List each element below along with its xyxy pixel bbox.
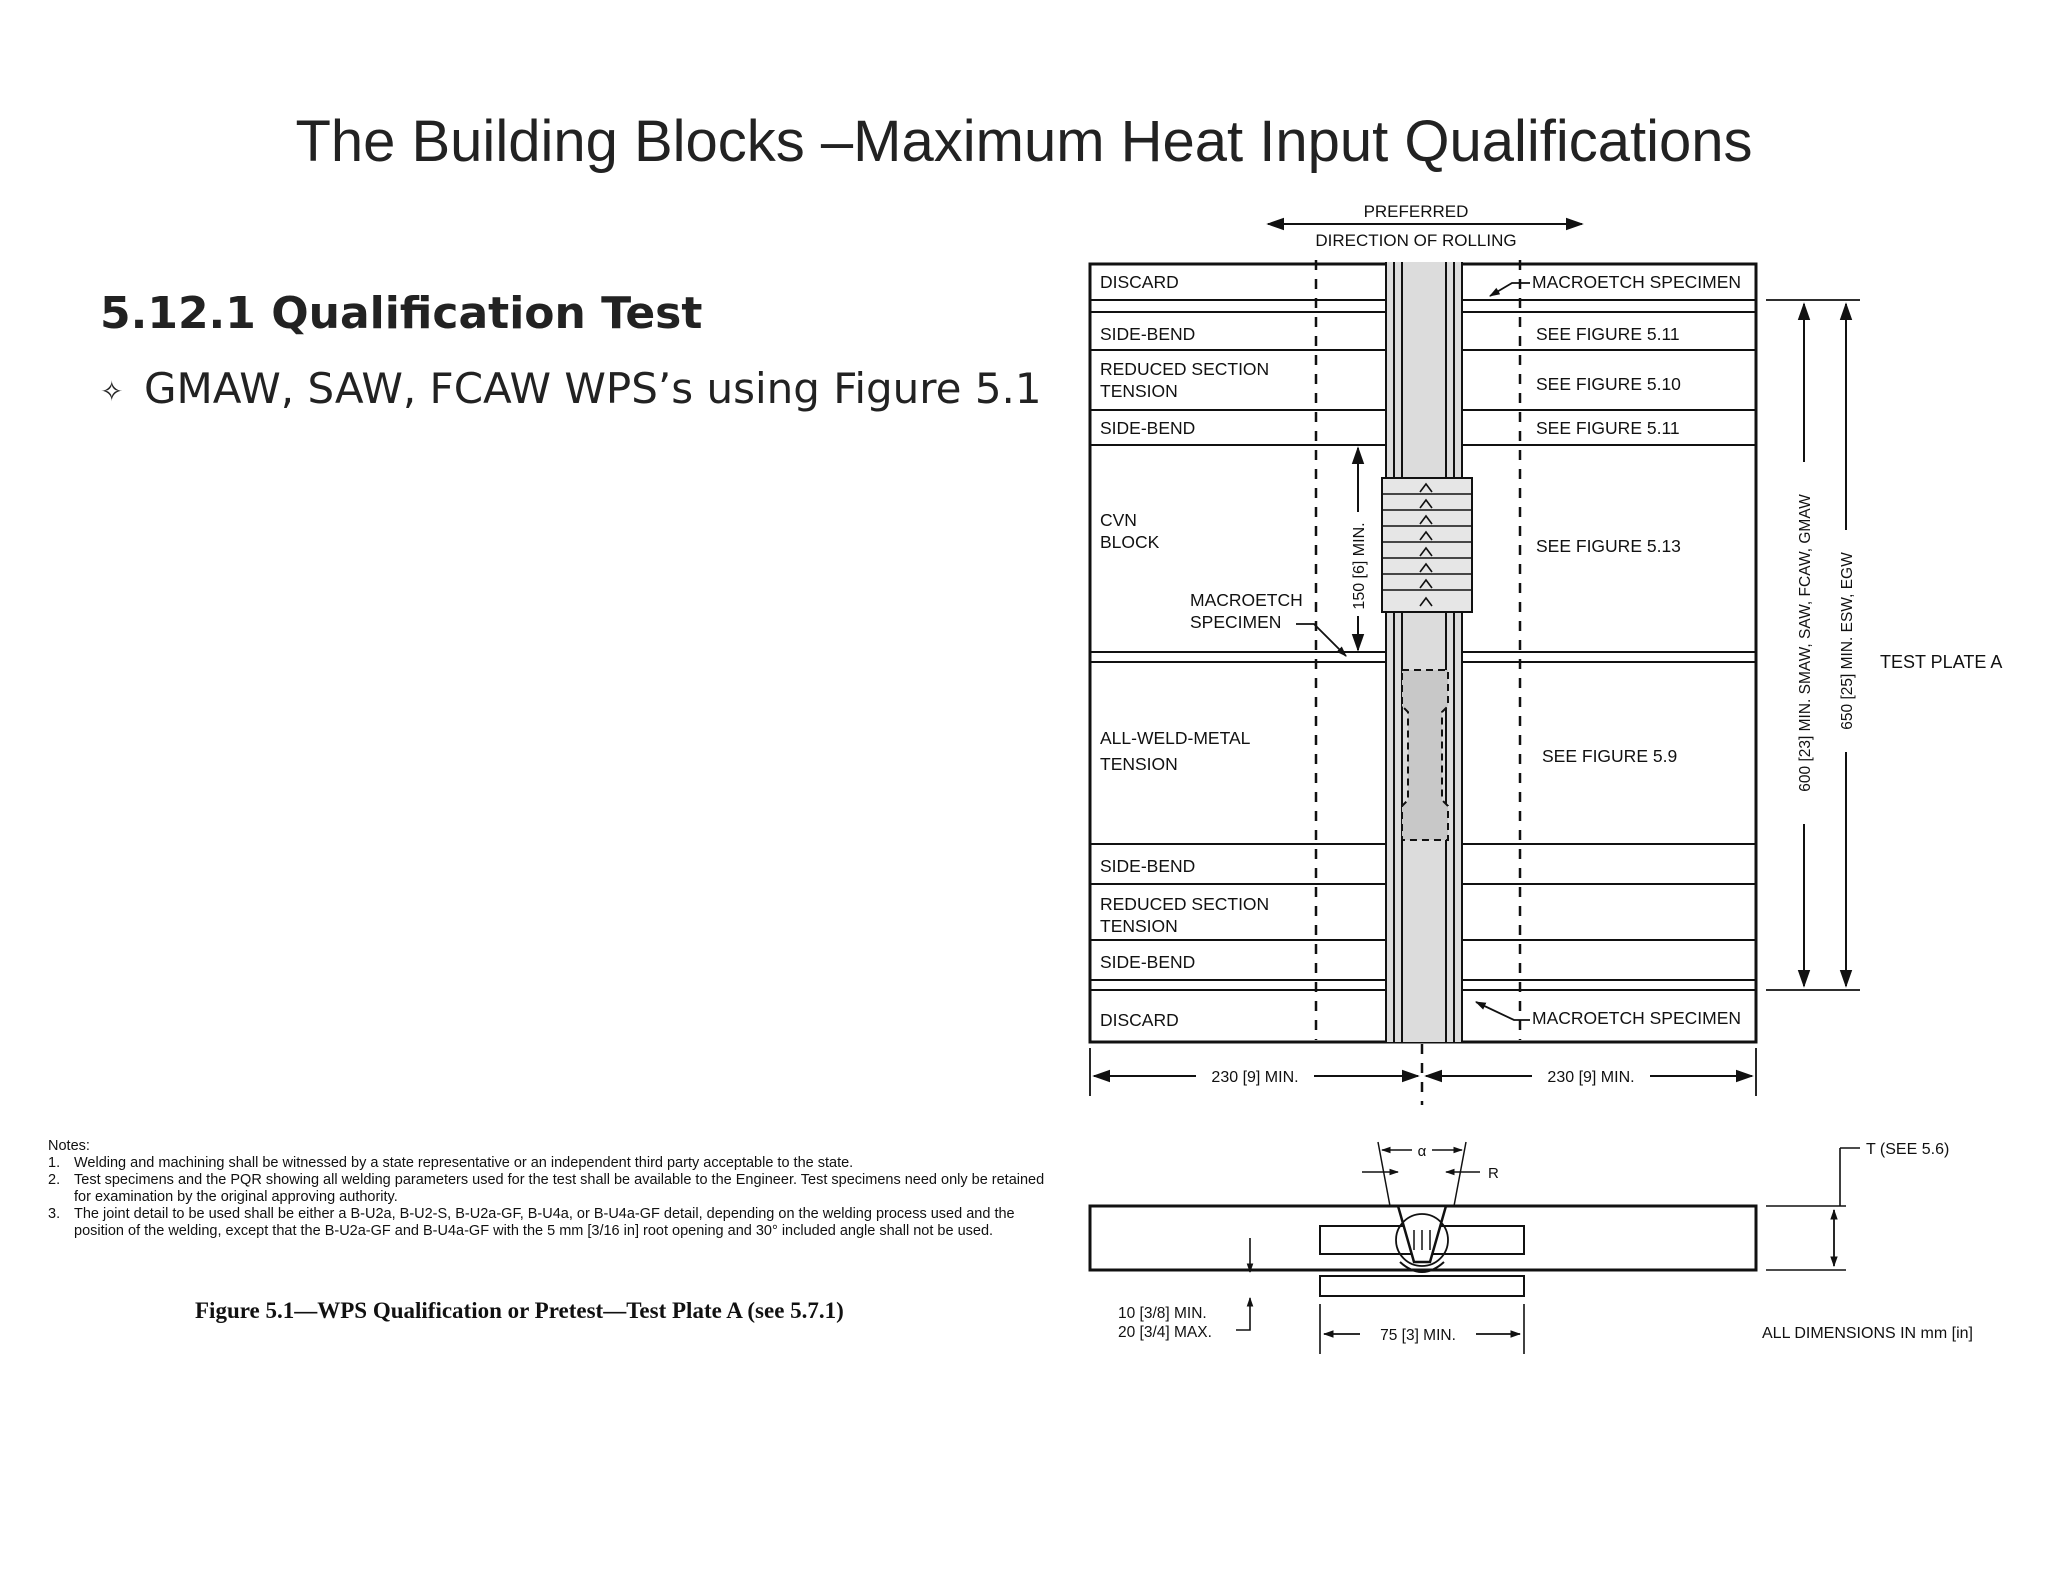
ref-fig-513: SEE FIGURE 5.13 xyxy=(1536,536,1681,556)
row-side-bend-4: SIDE-BEND xyxy=(1100,952,1196,972)
width-left-label: 230 [9] MIN. xyxy=(1211,1069,1299,1086)
ref-fig-59: SEE FIGURE 5.9 xyxy=(1542,746,1678,766)
note-number: 2. xyxy=(48,1172,61,1188)
notes-heading: Notes: xyxy=(48,1138,90,1154)
note-text: Welding and machining shall be witnessed by a state representative or an independent third party acceptable to the state. xyxy=(74,1155,854,1171)
section-heading: 5.12.1 Qualification Test xyxy=(100,288,703,339)
row-discard-top: DISCARD xyxy=(1100,272,1179,292)
length-650-label: 650 [25] MIN. ESW, EGW xyxy=(1839,552,1856,730)
slide-title: The Building Blocks –Maximum Heat Input Qualifications xyxy=(295,109,1753,174)
ref-fig-510: SEE FIGURE 5.10 xyxy=(1536,374,1681,394)
ref-macro-bottom: MACROETCH SPECIMEN xyxy=(1532,1008,1742,1028)
row-reduced-1a: REDUCED SECTION xyxy=(1100,359,1270,379)
units-note: ALL DIMENSIONS IN mm [in] xyxy=(1762,1325,1973,1342)
diamond-bullet-icon: ✧ xyxy=(100,375,124,408)
macroetch-bottom-leader xyxy=(1476,1002,1530,1020)
bullet-text: GMAW, SAW, FCAW WPS’s using Figure 5.1 xyxy=(144,364,1042,413)
note-text: The joint detail to be used shall be either a B-U2a, B-U2-S, B-U2a-GF, B-U4a, or B-U4a-GF detail, depending on the welding process used and the position of the welding, except that the B-U2a-GF and B-U4a-GF with the 5 mm [3/16 in] root opening and 30° included angle shall not be used. xyxy=(74,1206,1015,1239)
ref-fig-511-a: SEE FIGURE 5.11 xyxy=(1536,324,1680,344)
tension-specimen xyxy=(1402,670,1448,840)
row-allweld-b: TENSION xyxy=(1100,754,1178,774)
length-600-label: 600 [23] MIN. SMAW, SAW, FCAW, GMAW xyxy=(1797,494,1814,792)
row-side-bend-2: SIDE-BEND xyxy=(1100,418,1196,438)
row-side-bend-3: SIDE-BEND xyxy=(1100,856,1196,876)
ref-fig-511-b: SEE FIGURE 5.11 xyxy=(1536,418,1680,438)
note-item xyxy=(48,1155,1048,1172)
figure-references xyxy=(1532,272,1741,1028)
backing-thickness-a: 10 [3/8] MIN. xyxy=(1118,1305,1207,1322)
row-reduced-2b: TENSION xyxy=(1100,916,1178,936)
weld-strip xyxy=(1386,262,1462,1042)
test-plate-label: TEST PLATE A xyxy=(1880,652,2003,672)
note-item xyxy=(48,1172,1048,1206)
rolling-label: DIRECTION OF ROLLING xyxy=(1315,231,1517,250)
macroetch-mid-a: MACROETCH xyxy=(1190,590,1303,610)
note-number: 1. xyxy=(48,1155,61,1171)
ref-macro-top: MACROETCH SPECIMEN xyxy=(1532,272,1742,292)
note-item xyxy=(48,1206,1048,1240)
preferred-label: PREFERRED xyxy=(1363,202,1469,221)
note-text: Test specimens and the PQR showing all welding parameters used for the test shall be available to the Engineer. Test specimens need only be retained for examination by the original approving authority. xyxy=(74,1172,1045,1205)
figure-caption: Figure 5.1—WPS Qualification or Pretest—Test Plate A (see 5.7.1) xyxy=(195,1298,844,1323)
radius-label: R xyxy=(1488,1165,1499,1182)
row-allweld-a: ALL-WELD-METAL xyxy=(1100,728,1251,748)
macroetch-top-leader xyxy=(1490,283,1530,296)
alpha-label: α xyxy=(1417,1143,1427,1160)
row-reduced-2a: REDUCED SECTION xyxy=(1100,894,1270,914)
macroetch-mid-b: SPECIMEN xyxy=(1190,612,1282,632)
note-number: 3. xyxy=(48,1206,61,1222)
thickness-label: T (SEE 5.6) xyxy=(1866,1141,1950,1158)
backing-width-label: 75 [3] MIN. xyxy=(1380,1327,1456,1344)
row-cvn-b: BLOCK xyxy=(1100,532,1160,552)
cvn-block xyxy=(1382,478,1472,612)
row-cvn-a: CVN xyxy=(1100,510,1137,530)
cvn-length-label: 150 [6] MIN. xyxy=(1351,522,1368,610)
row-side-bend-1: SIDE-BEND xyxy=(1100,324,1196,344)
backing-thickness-b: 20 [3/4] MAX. xyxy=(1118,1324,1212,1341)
row-discard-bottom: DISCARD xyxy=(1100,1010,1179,1030)
figure-notes xyxy=(48,1138,1048,1240)
width-right-label: 230 [9] MIN. xyxy=(1547,1069,1635,1086)
row-reduced-1b: TENSION xyxy=(1100,381,1178,401)
